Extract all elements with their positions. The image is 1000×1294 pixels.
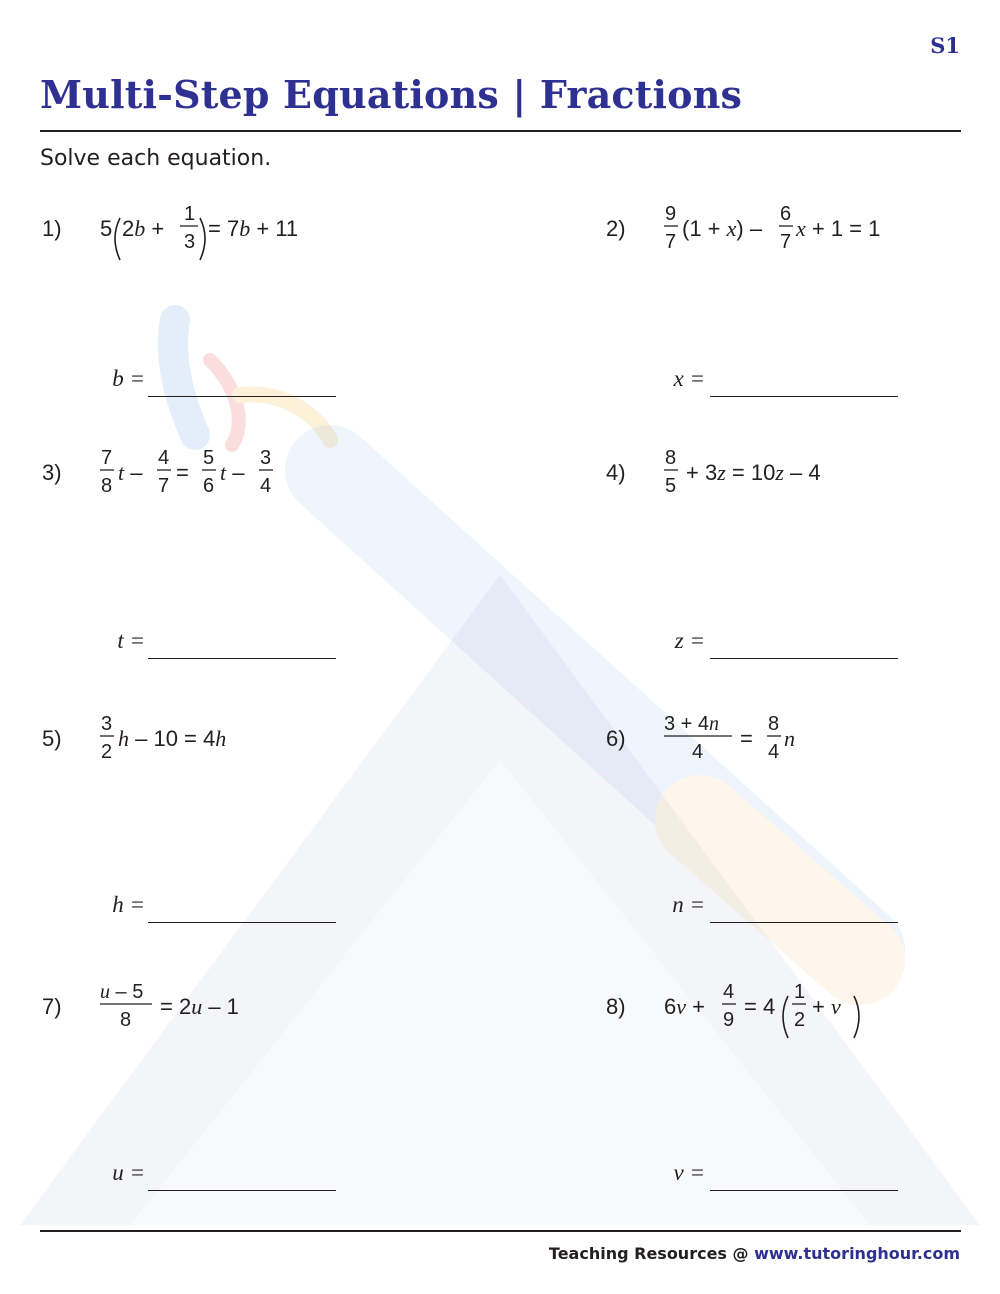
- answer-label: b =: [112, 366, 145, 391]
- svg-text:4: 4: [692, 741, 704, 763]
- svg-text:6v +: 6v +: [664, 994, 705, 1019]
- svg-text:2: 2: [794, 1009, 806, 1031]
- instructions: Solve each equation.: [40, 146, 272, 171]
- problem-number: 8): [606, 994, 626, 1019]
- answer-blank-6[interactable]: [710, 922, 898, 923]
- svg-text:= 4: = 4: [744, 994, 776, 1019]
- svg-text:9: 9: [665, 203, 677, 225]
- svg-text:3 + 4n: 3 + 4n: [664, 713, 720, 735]
- svg-text:= 7b + 11: = 7b + 11: [208, 216, 299, 241]
- problem-number: 3): [42, 460, 62, 485]
- svg-text:+ 3z = 10z – 4: + 3z = 10z – 4: [686, 460, 821, 485]
- answer-row-6: [0, 892, 705, 922]
- svg-text:8: 8: [768, 713, 780, 735]
- problem-number: 5): [42, 726, 62, 751]
- svg-text:+ v: + v: [812, 994, 841, 1019]
- svg-text:4: 4: [260, 475, 272, 497]
- svg-text:3: 3: [184, 231, 196, 253]
- svg-text:n: n: [784, 726, 795, 751]
- svg-text:h – 10 = 4h: h – 10 = 4h: [118, 726, 227, 751]
- svg-text:x + 1 = 1: x + 1 = 1: [796, 216, 881, 241]
- svg-text:1: 1: [184, 203, 196, 225]
- svg-text:t –: t –: [118, 460, 143, 485]
- svg-text:8: 8: [120, 1009, 132, 1031]
- answer-blank-3[interactable]: [148, 658, 336, 659]
- svg-text:7: 7: [158, 475, 170, 497]
- problem-number: 7): [42, 994, 62, 1019]
- problem-number: 2): [606, 216, 626, 241]
- svg-text:1: 1: [794, 981, 806, 1003]
- svg-text:6: 6: [203, 475, 215, 497]
- svg-text:7: 7: [101, 447, 113, 469]
- svg-text:=: =: [176, 460, 189, 485]
- answer-blank-1[interactable]: [148, 396, 336, 397]
- answer-blank-2[interactable]: [710, 396, 898, 397]
- answer-row-8: [0, 1160, 705, 1190]
- problem-number: 1): [42, 216, 62, 241]
- svg-text:8: 8: [101, 475, 113, 497]
- footer-url[interactable]: www.tutoringhour.com: [754, 1244, 960, 1263]
- svg-text:5: 5: [665, 475, 677, 497]
- svg-text:3: 3: [101, 713, 113, 735]
- answer-label: n =: [672, 892, 705, 917]
- svg-text:5: 5: [203, 447, 215, 469]
- footer-prefix: Teaching Resources @: [548, 1244, 755, 1263]
- svg-text:u – 5: u – 5: [100, 981, 144, 1003]
- svg-text:4: 4: [723, 981, 735, 1003]
- footer-divider: [40, 1230, 961, 1232]
- answer-label: h =: [112, 892, 145, 917]
- answer-blank-4[interactable]: [710, 658, 898, 659]
- svg-text:4: 4: [158, 447, 170, 469]
- svg-text:=: =: [740, 726, 753, 751]
- answer-label: t =: [117, 628, 145, 653]
- page-title: Multi-Step Equations | Fractions: [40, 72, 743, 117]
- answer-label: z =: [674, 628, 705, 653]
- svg-text:4: 4: [768, 741, 780, 763]
- svg-text:= 2u – 1: = 2u – 1: [160, 994, 239, 1019]
- answer-blank-5[interactable]: [148, 922, 336, 923]
- svg-text:9: 9: [723, 1009, 735, 1031]
- svg-text:(1 + x) –: (1 + x) –: [682, 216, 763, 241]
- svg-text:7: 7: [665, 231, 677, 253]
- answer-row-2: [0, 366, 705, 396]
- answer-label: v =: [673, 1160, 705, 1185]
- answer-row-4: [0, 628, 705, 658]
- svg-text:2: 2: [101, 741, 113, 763]
- svg-text:8: 8: [665, 447, 677, 469]
- footer-credit: [549, 1244, 960, 1263]
- svg-text:2b +: 2b +: [122, 216, 165, 241]
- page-code: S1: [930, 33, 960, 58]
- answer-label: x =: [673, 366, 705, 391]
- svg-text:3: 3: [260, 447, 272, 469]
- answer-blank-7[interactable]: [148, 1190, 336, 1191]
- header-divider: [40, 130, 961, 132]
- svg-text:5: 5: [100, 216, 113, 241]
- answer-blank-8[interactable]: [710, 1190, 898, 1191]
- svg-text:6: 6: [780, 203, 792, 225]
- problem-number: 6): [606, 726, 626, 751]
- svg-text:t –: t –: [220, 460, 245, 485]
- problem-number: 4): [606, 460, 626, 485]
- answer-label: u =: [112, 1160, 145, 1185]
- svg-text:7: 7: [780, 231, 792, 253]
